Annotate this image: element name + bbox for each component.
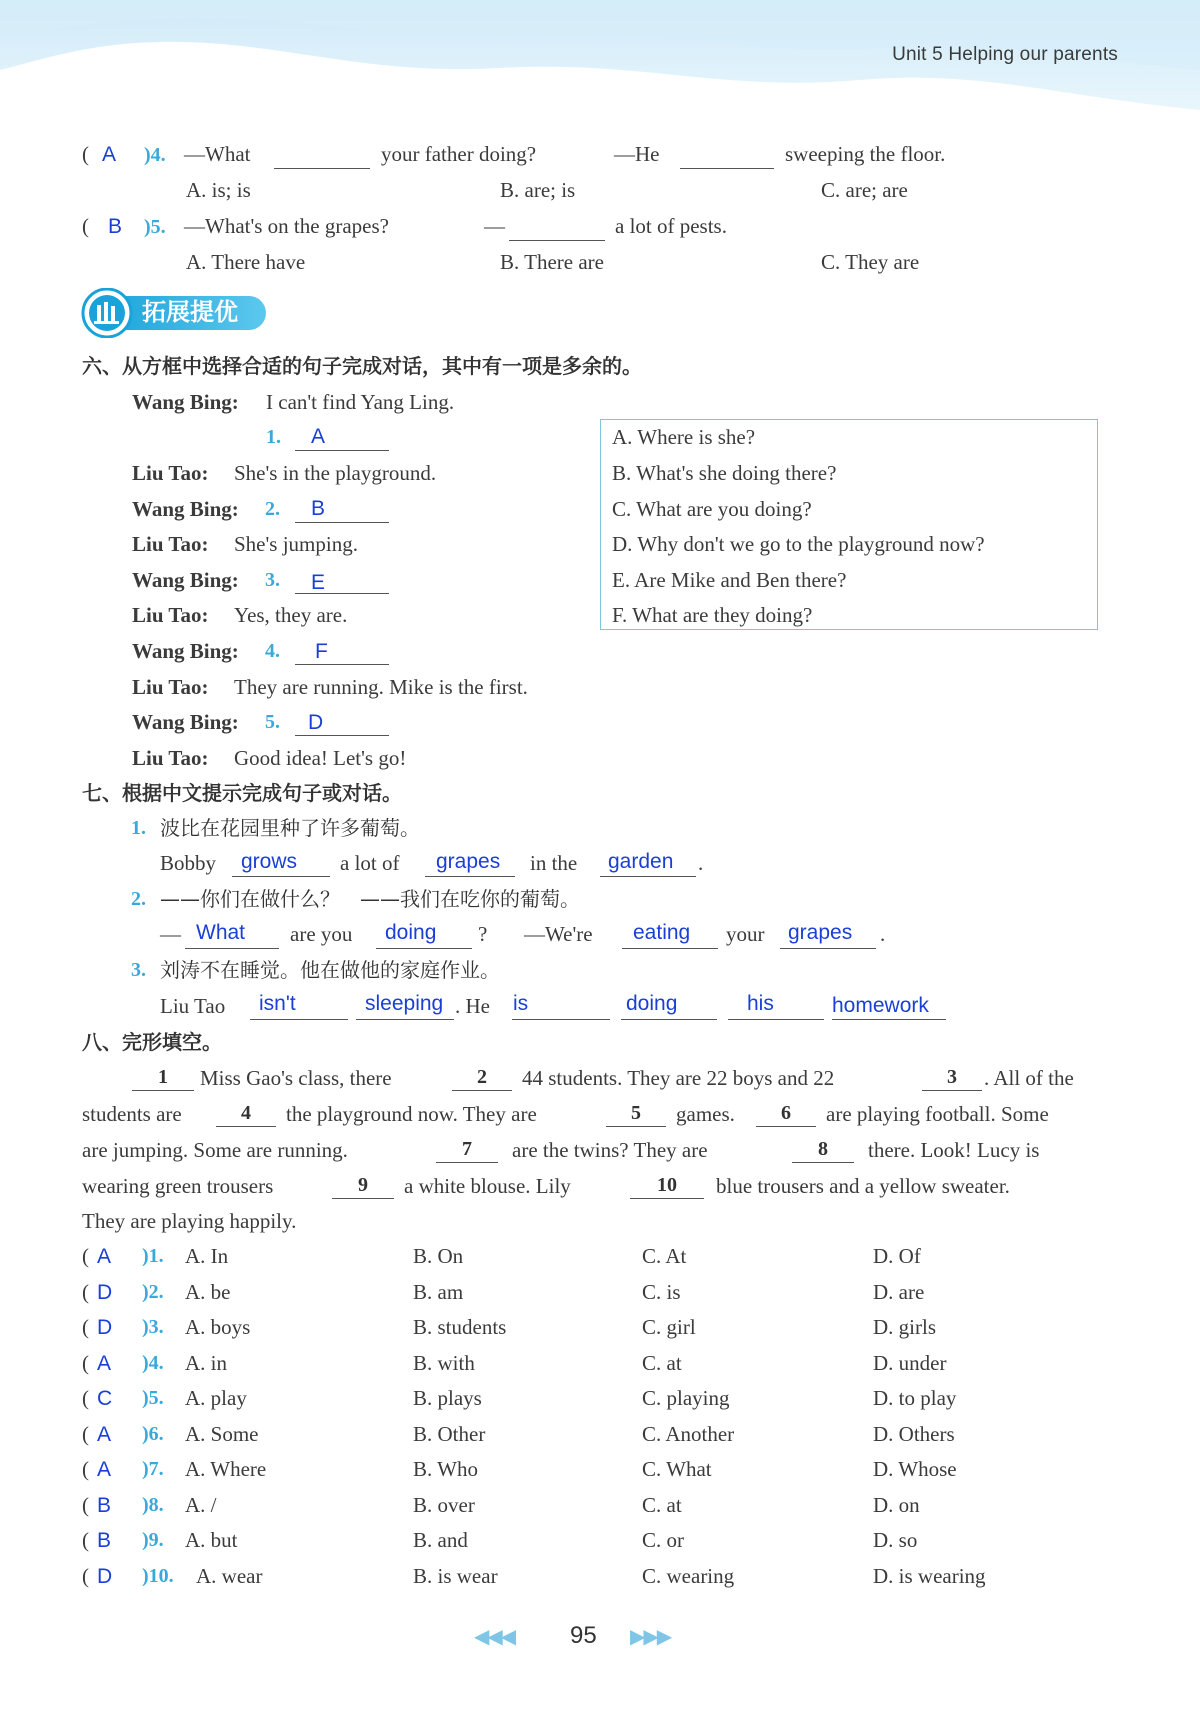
paren-open: (: [82, 1457, 89, 1481]
cloze-blank-number: 6: [781, 1102, 791, 1124]
option-a: A. boys: [185, 1315, 251, 1339]
answer-choice: D: [97, 1316, 113, 1339]
option-c: C. are; are: [821, 178, 908, 202]
cloze-blank: [452, 1090, 512, 1091]
sentence-text: Liu Tao: [160, 994, 226, 1018]
answer-blank: [780, 948, 876, 949]
section-title: 六、从方框中选择合适的句子完成对话，其中有一项是多余的。: [82, 354, 642, 378]
choice-box: [600, 419, 1098, 630]
answer-choice: B: [108, 215, 123, 238]
option-a: A. wear: [196, 1564, 263, 1588]
question-stem: sweeping the floor.: [785, 142, 946, 166]
option-c: C. At: [642, 1244, 687, 1268]
option-a: A. play: [185, 1386, 247, 1410]
answer-blank: [356, 1019, 454, 1020]
chinese-prompt: 波比在花园里种了许多葡萄。: [160, 816, 420, 840]
answer-blank: [295, 735, 389, 736]
unit-title: Unit 5 Helping our parents: [892, 44, 1118, 65]
option-a: A. /: [185, 1493, 217, 1517]
question-stem: —He: [614, 142, 660, 166]
paren-open: (: [82, 1244, 89, 1268]
speaker: Wang Bing:: [132, 639, 239, 663]
option-b: B. with: [413, 1351, 475, 1375]
sentence-text: ?: [478, 922, 488, 946]
answer-text: isn't: [259, 992, 296, 1015]
option-b: B. is wear: [413, 1564, 498, 1588]
question-number: )4.: [142, 1352, 164, 1374]
passage-text: Miss Gao's class, there: [200, 1066, 392, 1090]
answer-text: D: [308, 711, 324, 734]
option-c: C. at: [642, 1351, 682, 1375]
answer-text: B: [311, 497, 326, 520]
option-a: A. In: [185, 1244, 229, 1268]
option-c: C. or: [642, 1528, 684, 1552]
option-c: C. Another: [642, 1422, 735, 1446]
chinese-prompt: ——你们在做什么？ ——我们在吃你的葡萄。: [160, 887, 580, 911]
speaker: Liu Tao:: [132, 461, 209, 485]
answer-blank: [185, 948, 279, 949]
passage-text: 44 students. They are 22 boys and 22: [522, 1066, 835, 1090]
question-number: )6.: [142, 1423, 164, 1445]
answer-text: grows: [241, 850, 298, 873]
answer-blank: [274, 168, 370, 169]
answer-blank: [295, 522, 389, 523]
question-number: )5.: [142, 1387, 164, 1409]
sentence-text: .: [698, 851, 704, 875]
question-number: 1.: [131, 817, 146, 839]
question-stem: your father doing?: [381, 142, 537, 166]
option-d: D. under: [873, 1351, 947, 1375]
cloze-blank: [436, 1162, 498, 1163]
answer-choice: D: [97, 1565, 113, 1588]
option-b: B. am: [413, 1280, 464, 1304]
option-a: A. in: [185, 1351, 227, 1375]
option-d: D. is wearing: [873, 1564, 986, 1588]
answer-blank: [680, 168, 774, 169]
answer-blank: [509, 240, 605, 241]
cloze-blank-number: 1: [158, 1066, 168, 1088]
paren-open: (: [82, 214, 89, 238]
next-arrows-icon: ▶▶▶: [630, 1626, 671, 1648]
dialogue-text: She's jumping.: [234, 532, 358, 556]
passage-text: there. Look! Lucy is: [868, 1138, 1040, 1162]
cloze-blank-number: 3: [947, 1066, 957, 1088]
option-c: C. wearing: [642, 1564, 735, 1588]
answer-text: grapes: [436, 850, 501, 873]
prev-arrows-icon: ◀◀◀: [474, 1626, 515, 1648]
answer-blank: [425, 876, 515, 877]
cloze-blank: [606, 1126, 666, 1127]
dialogue-text: I can't find Yang Ling.: [266, 390, 455, 414]
option-c: C. at: [642, 1493, 682, 1517]
option-c: C. girl: [642, 1315, 696, 1339]
paren-open: (: [82, 1493, 89, 1517]
question-number: )2.: [142, 1281, 164, 1303]
box-option: C. What are you doing?: [612, 497, 812, 521]
speaker: Liu Tao:: [132, 603, 209, 627]
answer-blank: [295, 450, 389, 451]
cloze-blank-number: 7: [462, 1138, 472, 1160]
passage-text: students are: [82, 1102, 182, 1126]
paren-open: (: [82, 1315, 89, 1339]
passage-text: wearing green trousers: [82, 1174, 274, 1198]
answer-text: his: [747, 992, 774, 1015]
answer-text: homework: [832, 994, 929, 1017]
answer-choice: D: [97, 1281, 113, 1304]
question-number: )3.: [142, 1316, 164, 1338]
option-a: A. but: [185, 1528, 238, 1552]
speaker: Wang Bing:: [132, 497, 239, 521]
speaker: Liu Tao:: [132, 532, 209, 556]
page-number: 95: [570, 1622, 597, 1649]
option-b: B. plays: [413, 1386, 482, 1410]
option-a: A. be: [185, 1280, 231, 1304]
answer-blank: [512, 1019, 610, 1020]
answer-text: sleeping: [365, 992, 444, 1015]
answer-choice: C: [97, 1387, 113, 1410]
cloze-blank: [922, 1090, 982, 1091]
answer-blank: [621, 1019, 717, 1020]
answer-blank: [622, 948, 718, 949]
sentence-text: your: [726, 922, 765, 946]
dialogue-text: She's in the playground.: [234, 461, 437, 485]
passage-text: are jumping. Some are running.: [82, 1138, 348, 1162]
option-b: B. Other: [413, 1422, 486, 1446]
answer-choice: A: [97, 1423, 112, 1446]
answer-blank: [728, 1019, 824, 1020]
sentence-text: . He: [455, 994, 490, 1018]
answer-blank: [832, 1019, 946, 1020]
option-b: B. over: [413, 1493, 475, 1517]
passage-text: blue trousers and a yellow sweater.: [716, 1174, 1010, 1198]
speaker: Wang Bing:: [132, 390, 239, 414]
question-number: )4.: [144, 144, 166, 166]
option-d: D. to play: [873, 1386, 957, 1410]
paren-open: (: [82, 1280, 89, 1304]
speaker: Wang Bing:: [132, 568, 239, 592]
box-option: E. Are Mike and Ben there?: [612, 568, 847, 592]
passage-text: a white blouse. Lily: [404, 1174, 571, 1198]
option-d: D. Whose: [873, 1457, 957, 1481]
answer-blank: [295, 664, 389, 665]
question-stem: —: [484, 214, 505, 238]
option-b: B. Who: [413, 1457, 478, 1481]
speaker: Wang Bing:: [132, 710, 239, 734]
cloze-blank: [132, 1090, 194, 1091]
box-option: F. What are they doing?: [612, 603, 813, 627]
question-number: )7.: [142, 1458, 164, 1480]
cloze-blank: [792, 1162, 854, 1163]
box-option: B. What's she doing there?: [612, 461, 837, 485]
question-number: )5.: [144, 216, 166, 238]
answer-text: doing: [626, 992, 678, 1015]
dialogue-text: Good idea! Let's go!: [234, 746, 407, 770]
answer-text: A: [311, 425, 326, 448]
cloze-blank: [216, 1126, 276, 1127]
paren-open: (: [82, 1564, 89, 1588]
answer-choice: B: [97, 1529, 112, 1552]
option-a: A. Where: [185, 1457, 267, 1481]
section-title: 八、完形填空。: [82, 1030, 222, 1054]
answer-text: E: [311, 571, 326, 594]
answer-blank: [232, 876, 330, 877]
chinese-prompt: 刘涛不在睡觉。他在做他的家庭作业。: [160, 958, 500, 982]
blank-number: 1.: [266, 426, 281, 448]
option-b: B. are; is: [500, 178, 576, 202]
answer-blank: [600, 876, 696, 877]
answer-choice: A: [97, 1458, 112, 1481]
cloze-blank-number: 5: [631, 1102, 641, 1124]
dialogue-text: Yes, they are.: [234, 603, 348, 627]
blank-number: 5.: [265, 711, 280, 733]
sentence-text: are you: [290, 922, 353, 946]
paren-open: (: [82, 142, 89, 166]
option-b: B. On: [413, 1244, 464, 1268]
box-option: A. Where is she?: [612, 425, 756, 449]
answer-text: is: [513, 992, 529, 1015]
cloze-blank-number: 8: [818, 1138, 828, 1160]
option-c: C. playing: [642, 1386, 730, 1410]
question-number: )1.: [142, 1245, 164, 1267]
blank-number: 3.: [265, 569, 280, 591]
blank-number: 2.: [265, 498, 280, 520]
question-stem: —What: [184, 142, 251, 166]
answer-blank: [250, 1019, 348, 1020]
question-number: )8.: [142, 1494, 164, 1516]
paren-open: (: [82, 1528, 89, 1552]
speaker: Liu Tao:: [132, 675, 209, 699]
question-number: 3.: [131, 959, 146, 981]
answer-text: grapes: [788, 921, 853, 944]
sentence-text: .: [880, 922, 886, 946]
sentence-text: Bobby: [160, 851, 217, 875]
badge-label: 拓展提优: [142, 298, 238, 326]
answer-text: What: [196, 921, 246, 944]
answer-choice: A: [102, 143, 117, 166]
option-d: D. Others: [873, 1422, 955, 1446]
passage-text: They are playing happily.: [82, 1209, 297, 1233]
box-option: D. Why don't we go to the playground now?: [612, 532, 985, 556]
option-d: D. girls: [873, 1315, 936, 1339]
passage-text: the playground now. They are: [286, 1102, 537, 1126]
passage-text: games.: [676, 1102, 735, 1126]
option-b: B. and: [413, 1528, 468, 1552]
option-d: D. Of: [873, 1244, 921, 1268]
answer-text: doing: [385, 921, 437, 944]
answer-choice: B: [97, 1494, 112, 1517]
cloze-blank: [756, 1126, 816, 1127]
answer-choice: A: [97, 1245, 112, 1268]
blank-number: 4.: [265, 640, 280, 662]
option-b: B. students: [413, 1315, 507, 1339]
section-title: 七、根据中文提示完成句子或对话。: [82, 781, 402, 805]
option-d: D. so: [873, 1528, 918, 1552]
paren-open: (: [82, 1386, 89, 1410]
option-a: A. is; is: [186, 178, 251, 202]
cloze-blank-number: 10: [657, 1174, 677, 1196]
paren-open: (: [82, 1422, 89, 1446]
passage-text: are the twins? They are: [512, 1138, 708, 1162]
sentence-text: in the: [530, 851, 578, 875]
question-number: 2.: [131, 888, 146, 910]
option-a: A. There have: [186, 250, 306, 274]
passage-text: . All of the: [984, 1066, 1074, 1090]
sentence-text: —We're: [524, 922, 593, 946]
answer-blank: [376, 948, 472, 949]
cloze-blank-number: 9: [358, 1174, 368, 1196]
answer-blank: [295, 593, 389, 594]
option-a: A. Some: [185, 1422, 259, 1446]
option-b: B. There are: [500, 250, 604, 274]
speaker: Liu Tao:: [132, 746, 209, 770]
passage-text: are playing football. Some: [826, 1102, 1049, 1126]
option-c: C. What: [642, 1457, 712, 1481]
answer-text: garden: [608, 850, 674, 873]
sentence-text: a lot of: [340, 851, 400, 875]
cloze-blank: [332, 1198, 394, 1199]
option-c: C. They are: [821, 250, 920, 274]
question-number: )10.: [142, 1565, 174, 1587]
cloze-blank-number: 4: [241, 1102, 251, 1124]
question-number: )9.: [142, 1529, 164, 1551]
answer-text: F: [315, 640, 328, 663]
question-stem: a lot of pests.: [615, 214, 727, 238]
cloze-blank: [630, 1198, 704, 1199]
dialogue-text: They are running. Mike is the first.: [234, 675, 528, 699]
option-d: D. are: [873, 1280, 925, 1304]
question-stem: —What's on the grapes?: [184, 214, 389, 238]
option-d: D. on: [873, 1493, 920, 1517]
sentence-text: —: [160, 922, 181, 946]
answer-text: eating: [633, 921, 691, 944]
paren-open: (: [82, 1351, 89, 1375]
option-c: C. is: [642, 1280, 681, 1304]
cloze-blank-number: 2: [477, 1066, 487, 1088]
answer-choice: A: [97, 1352, 112, 1375]
